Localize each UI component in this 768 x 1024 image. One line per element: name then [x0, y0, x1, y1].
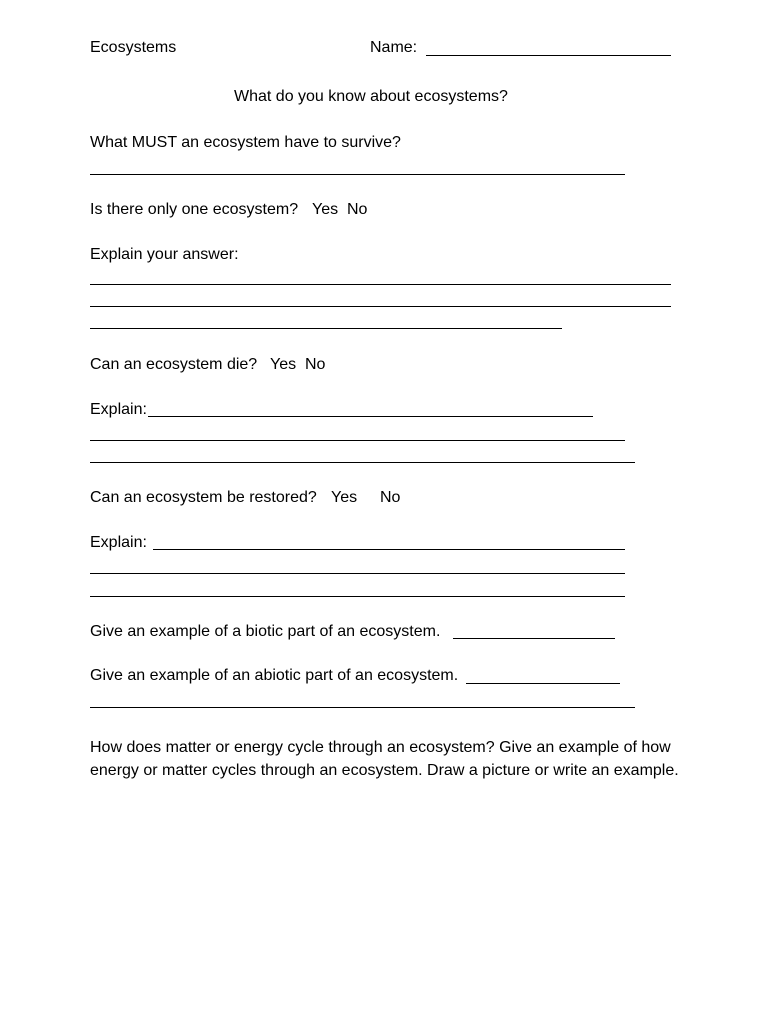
question-6: Give an example of an abiotic part of an ecosystem.	[90, 667, 459, 684]
q2-answer-line-3[interactable]	[90, 328, 562, 329]
q3-answer-line-2[interactable]	[90, 440, 625, 441]
q4-option-yes[interactable]: Yes	[331, 489, 358, 506]
question-5: Give an example of a biotic part of an ecosystem.	[90, 623, 441, 640]
q2-answer-line-2[interactable]	[90, 306, 671, 307]
q2-answer-line-1[interactable]	[90, 284, 671, 285]
q3-explain-label: Explain:	[90, 401, 147, 418]
worksheet-subject: Ecosystems	[90, 39, 177, 56]
worksheet-title: What do you know about ecosystems?	[234, 88, 508, 105]
q3-answer-line-1[interactable]	[148, 416, 593, 417]
drawing-area[interactable]	[90, 815, 680, 995]
q6-answer-line-1[interactable]	[466, 683, 620, 684]
q4-answer-line-2[interactable]	[90, 573, 625, 574]
q2-option-yes[interactable]: Yes	[312, 201, 339, 218]
q2-option-no[interactable]: No	[347, 201, 368, 218]
q4-answer-line-1[interactable]	[153, 549, 625, 550]
q4-answer-line-3[interactable]	[90, 596, 625, 597]
q5-answer-line[interactable]	[453, 638, 615, 639]
name-answer-line[interactable]	[426, 55, 671, 56]
question-2: Is there only one ecosystem?	[90, 201, 299, 218]
q3-option-yes[interactable]: Yes	[270, 356, 297, 373]
q2-explain-label: Explain your answer:	[90, 246, 239, 263]
question-4: Can an ecosystem be restored?	[90, 489, 317, 506]
question-7: How does matter or energy cycle through an ecosystem? Give an example of how energy or matter cycles through an ecosystem. Draw a picture or write an example.	[90, 739, 679, 779]
q3-answer-line-3[interactable]	[90, 462, 635, 463]
name-label: Name:	[370, 39, 418, 56]
q3-option-no[interactable]: No	[305, 356, 326, 373]
question-3: Can an ecosystem die?	[90, 356, 258, 373]
answer-line-1[interactable]	[90, 174, 625, 175]
q4-option-no[interactable]: No	[380, 489, 401, 506]
question-1: What MUST an ecosystem have to survive?	[90, 134, 401, 151]
q6-answer-line-2[interactable]	[90, 707, 635, 708]
q4-explain-label: Explain:	[90, 534, 147, 551]
